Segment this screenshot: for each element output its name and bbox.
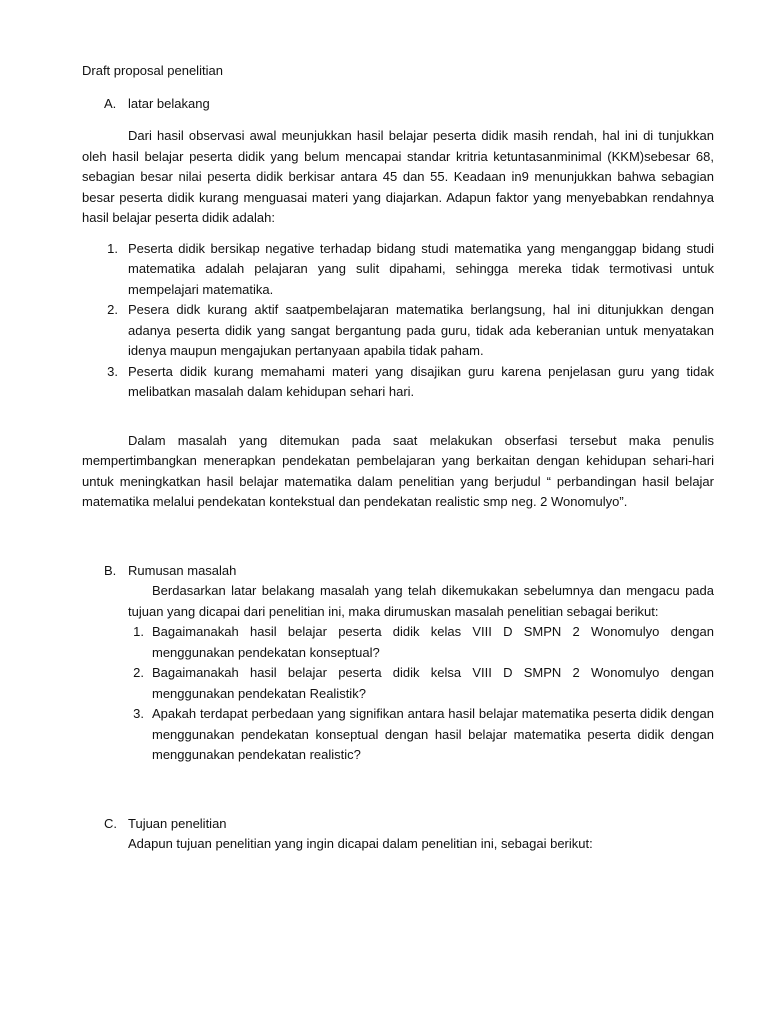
list-number: 3. bbox=[107, 363, 118, 379]
list-text: Apakah terdapat perbedaan yang signifikan antara hasil belajar matematika peserta didik dengan menggunakan pendekatan konseptual dengan hasil belajar matematika peserta didik dengan menggunakan pendekatan realistic? bbox=[152, 706, 714, 762]
list-text: Bagaimanakah hasil belajar peserta didik kelsa VIII D SMPN 2 Wonomulyo dengan menggunakan pendekatan Realistik? bbox=[152, 665, 714, 701]
section-c-intro: Adapun tujuan penelitian yang ingin dicapai dalam penelitian ini, sebagai berikut: bbox=[128, 836, 593, 851]
list-item bbox=[82, 362, 714, 403]
section-b-intro: Berdasarkan latar belakang masalah yang telah dikemukakan sebelumnya dan mengacu pada tujuan yang dicapai dari penelitian ini, maka dirumuskan masalah penelitian sebagai berikut: bbox=[128, 583, 714, 619]
list-item bbox=[82, 239, 714, 301]
list-text: Pesera didk kurang aktif saatpembelajaran matematika berlangsung, hal ini ditunjukkan dengan adanya peserta didik yang sangat bergantung pada guru, tidak ada keberanian untuk menyatakan idenya maupun mengajukan pertanyaan apabila tidak paham. bbox=[128, 302, 714, 358]
section-c-heading bbox=[82, 814, 714, 835]
section-a-conclusion: Dalam masalah yang ditemukan pada saat melakukan obserfasi tersebut maka penulis mempertimbangkan menerapkan pendekatan pembelajaran yang berkaitan dengan kehidupan sehari-hari untuk meningkatkan hasil belajar matematika dalam penelitian yang berjudul “ perbandingan hasil belajar matematika melalui pendekatan kontekstual dan pendekatan realistic smp neg. 2 Wonomulyo”. bbox=[82, 432, 714, 509]
list-text: Peserta didik kurang memahami materi yang disajikan guru karena penjelasan guru yang tidak melibatkan masalah dalam kehidupan sehari hari. bbox=[128, 363, 714, 399]
list-item bbox=[82, 300, 714, 362]
section-a-marker: A. bbox=[104, 95, 117, 111]
section-c-title: Tujuan penelitian bbox=[128, 815, 227, 831]
list-text: Peserta didik bersikap negative terhadap bidang studi matematika yang menganggap bidang studi matematika adalah pelajaran yang sulit dipahami, sehingga mereka tidak termotivasi untuk mempelajari matematika. bbox=[128, 240, 714, 297]
list-number: 2. bbox=[133, 665, 144, 680]
document-page bbox=[82, 61, 714, 855]
list-number: 2. bbox=[107, 302, 118, 317]
section-a-intro: Dari hasil observasi awal meunjukkan hasil belajar peserta didik masih rendah, hal ini di tunjukkan oleh hasil belajar peserta didik yang belum mencapai standar kritria ketuntasanminimal (KKM)sebesar 68, sebagian besar nilai peserta didik berkisar antara 45 dan 55. Keadaan in9 menunjukkan bahwa sebagian besar peserta didik kurang menguasai materi yang diajarkan. Adapun faktor yang menyebabkan rendahnya hasil belajar peserta didik adalah: bbox=[82, 128, 714, 225]
list-item bbox=[128, 622, 714, 663]
factor-list bbox=[82, 239, 714, 403]
list-item bbox=[128, 663, 714, 704]
section-a-heading bbox=[82, 94, 714, 115]
section-b-marker: B. bbox=[104, 562, 117, 578]
list-item bbox=[128, 704, 714, 766]
list-number: 1. bbox=[107, 240, 118, 256]
list-number: 1. bbox=[133, 624, 144, 639]
list-text: Bagaimanakah hasil belajar peserta didik kelas VIII D SMPN 2 Wonomulyo dengan menggunakan pendekatan konseptual? bbox=[152, 624, 714, 660]
list-number: 3. bbox=[133, 706, 144, 721]
section-c-marker: C. bbox=[104, 815, 117, 831]
section-b-title: Rumusan masalah bbox=[128, 562, 237, 578]
document-title: Draft proposal penelitian bbox=[82, 63, 223, 78]
section-b-heading bbox=[82, 561, 714, 582]
question-list bbox=[128, 622, 714, 766]
section-a-title: latar belakang bbox=[128, 95, 210, 111]
